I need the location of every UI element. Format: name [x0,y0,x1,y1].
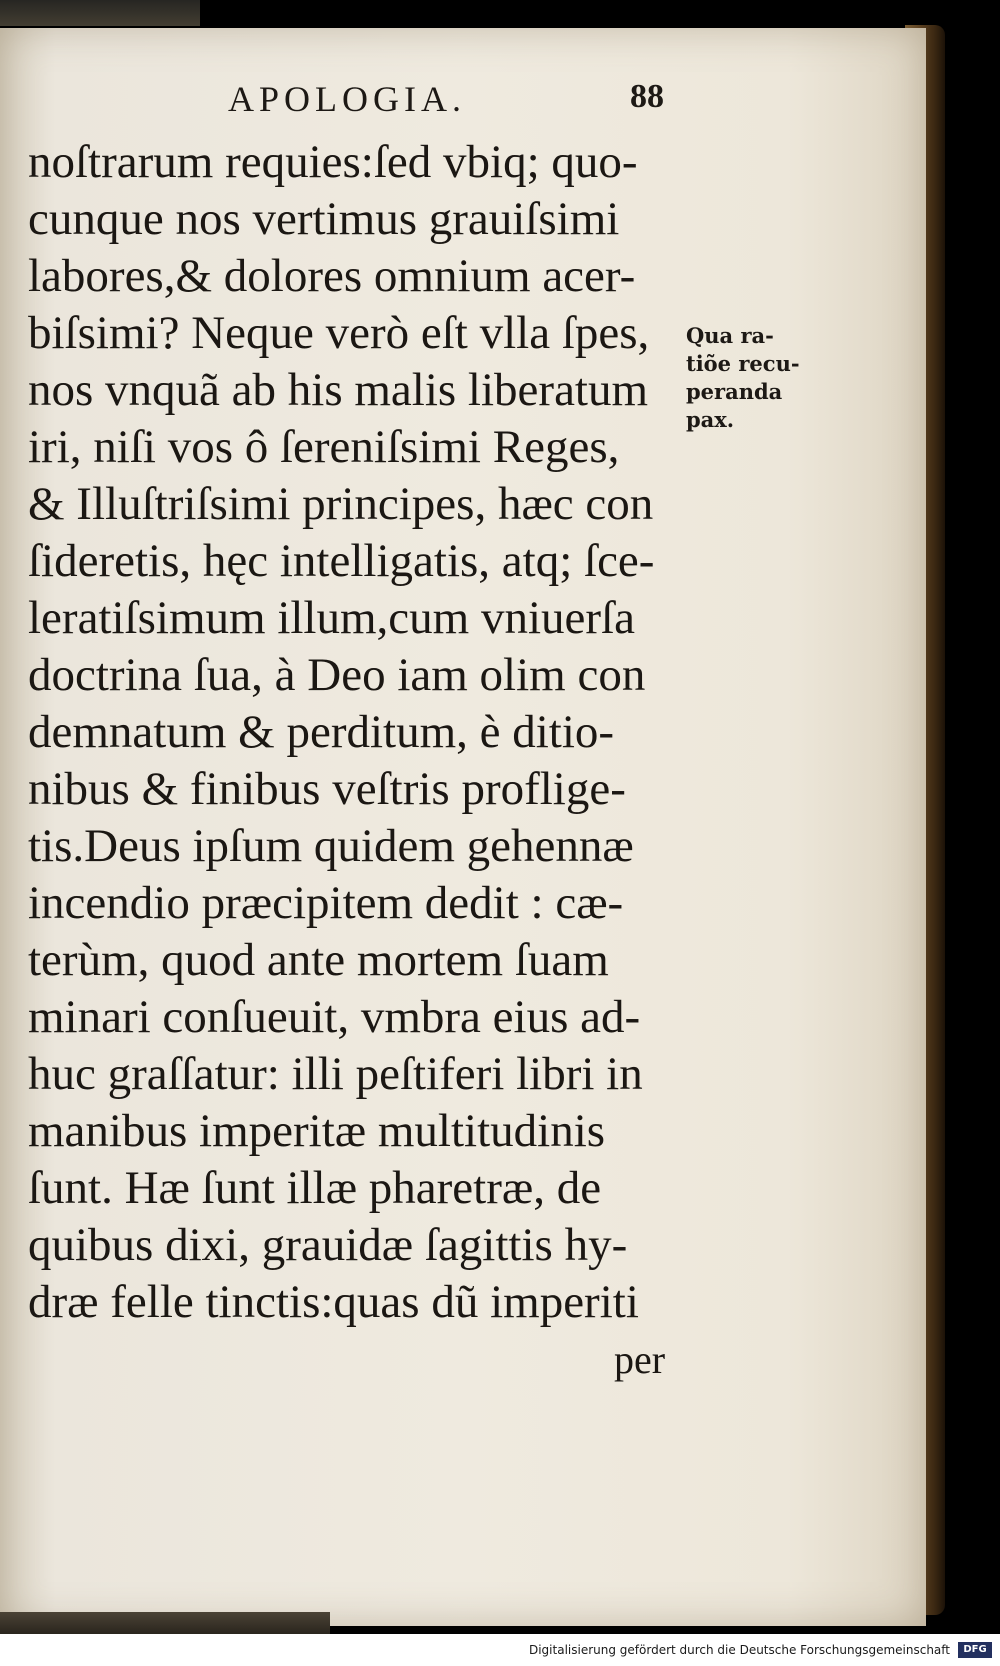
text-line: & Illuſtriſsimi principes, hæc con [28,478,654,530]
text-line: quibus dixi, grauidæ ſagittis hy- [28,1219,628,1271]
text-line: minari conſueuit, vmbra eius ad- [28,991,641,1043]
text-line: nibus & finibus veſtris proflige- [28,763,626,815]
text-line: dræ felle tinctis:quas dũ imperiti [28,1276,639,1328]
page-header [0,78,926,128]
marginal-note-line: Qua ra- [686,323,774,348]
text-line: cunque nos vertimus grauiſsimi [28,193,620,245]
text-line: tis.Deus ipſum quidem gehennæ [28,820,634,872]
text-line: nos vnquã ab his malis liberatum [28,364,649,416]
text-line: huc graſſatur: illi peſtiferi libri in [28,1048,643,1100]
text-line: leratiſsimum illum,cum vniuerſa [28,592,635,644]
body-text [28,134,678,1331]
text-line: manibus imperitæ multitudinis [28,1105,606,1157]
page-number: 88 [630,78,664,115]
text-line: incendio præcipitem dedit : cæ- [28,877,624,929]
text-line: ſideretis, hęc intelligatis, atq; ſce- [28,535,655,587]
page-bottom-edge [0,1612,330,1634]
running-title: APOLOGIA. [228,79,466,119]
marginal-note-line: tiõe recu- [686,351,800,376]
marginal-note-line: peranda [686,379,783,404]
text-line: noſtrarum requies:ſed vbiq; quo- [28,136,638,188]
dfg-logo: DFG [958,1642,992,1658]
footer-bar [0,1634,1000,1666]
text-line: doctrina ſua, à Deo iam olim con [28,649,646,701]
text-line: demnatum & perditum, è ditio- [28,706,615,758]
funding-credit: Digitalisierung gefördert durch die Deutsche Forschungsgemeinschaft [528,1643,950,1657]
catchword: per [614,1337,666,1382]
marginal-note-line: pax. [686,407,735,432]
text-line: labores,& dolores omnium acer- [28,250,636,302]
text-line: ſunt. Hæ ſunt illæ pharetræ, de [28,1162,602,1214]
text-line: iri, niſi vos ô ſereniſsimi Reges, [28,421,620,473]
text-line: biſsimi? Neque verò eſt vlla ſpes, [28,307,650,359]
marginal-note [686,322,826,434]
top-frame-edge [0,0,200,26]
text-line: terùm, quod ante mortem ſuam [28,934,609,986]
